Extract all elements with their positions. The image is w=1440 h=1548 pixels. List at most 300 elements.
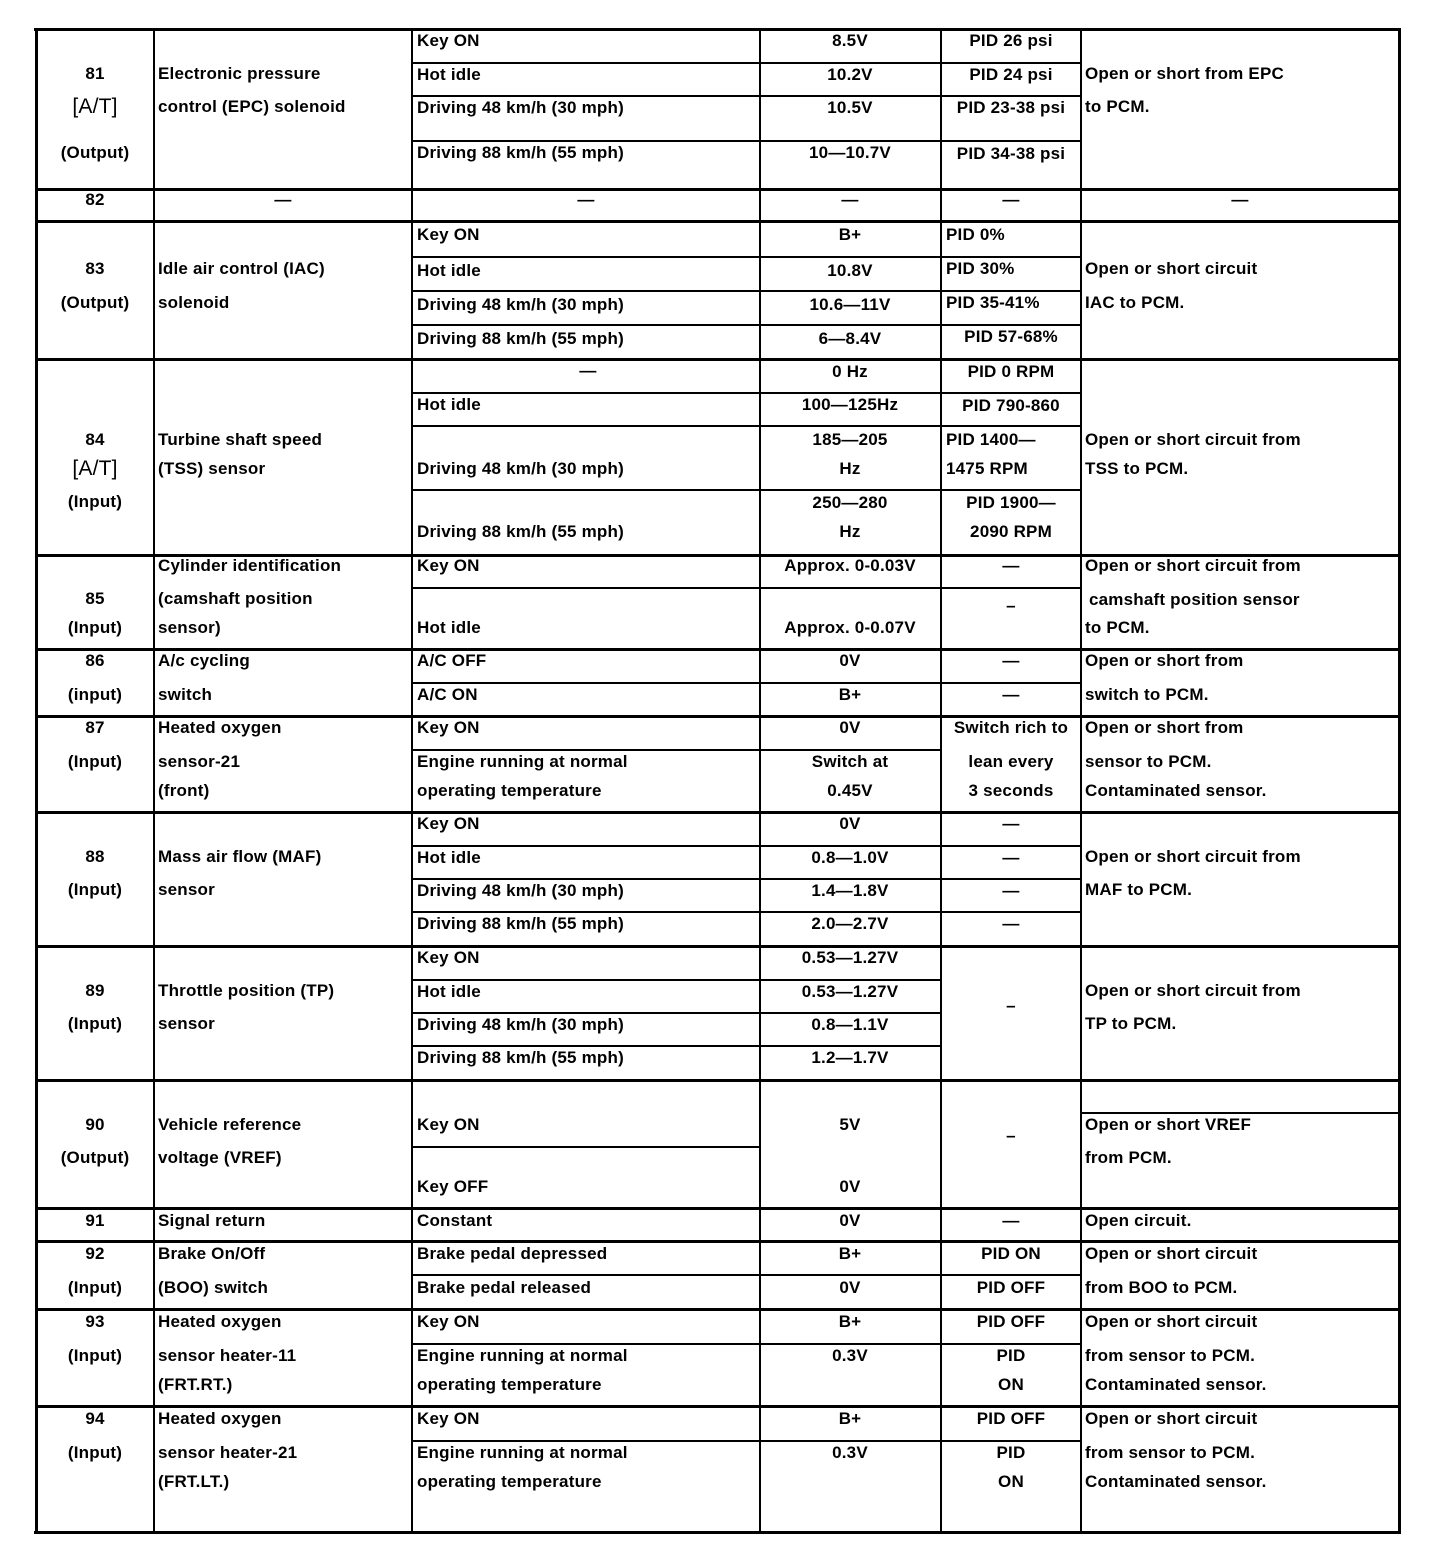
failure-note: Open or short from [1085,651,1244,670]
voltage-value: B+ [838,1312,862,1331]
condition-text: Driving 48 km/h (30 mph) [417,295,624,314]
pin-number: 94 [85,1409,105,1428]
column-divider [940,879,942,912]
failure-note: Open or short VREF [1085,1115,1252,1134]
column-divider [411,29,413,189]
component-name: Turbine shaft speed [158,430,323,449]
pid-value: — [1002,685,1020,704]
column-divider [411,1080,413,1208]
pid-value: PID ON [981,1244,1041,1263]
component-name: Heated oxygen [158,1312,282,1331]
row-divider [36,1079,1399,1082]
row-divider [1081,1112,1399,1114]
column-divider [1080,555,1082,649]
row-divider [412,256,1081,258]
column-divider [940,1275,942,1309]
pin-direction: (Input) [67,880,123,899]
column-divider [759,1344,761,1406]
component-name: Vehicle reference [158,1115,302,1134]
column-divider [759,189,761,221]
component-name: voltage (VREF) [158,1148,282,1167]
condition-text: Engine running at normal [417,1443,628,1462]
condition-text: Brake pedal depressed [417,1244,608,1263]
column-divider [759,359,761,393]
failure-note: Open or short circuit [1085,259,1258,278]
row-divider [412,392,1081,394]
pin-direction: (Input) [67,492,123,511]
component-name: Brake On/Off [158,1244,266,1263]
pin-direction: (Input) [67,752,123,771]
component-name: Mass air flow (MAF) [158,847,322,866]
column-divider [940,325,942,359]
failure-note: Open or short circuit from [1085,981,1301,1000]
column-divider [1080,1208,1082,1241]
column-divider [759,1080,761,1147]
component-name: sensor heater-21 [158,1443,298,1462]
column-divider [940,426,942,490]
pin-number: 90 [85,1115,105,1134]
voltage-value: Switch at [811,752,889,771]
column-divider [153,812,155,946]
component-name: switch [158,685,213,704]
failure-note: Open circuit. [1085,1211,1192,1230]
pid-value: PID [996,1443,1026,1462]
condition-text: Hot idle [417,848,481,867]
voltage-value: 0.8—1.0V [811,848,889,867]
pid-value: — [1002,1211,1020,1230]
voltage-value: 0V [839,814,861,833]
column-divider [759,96,761,141]
failure-note: Open or short circuit from [1085,847,1301,866]
pid-value: PID 24 psi [969,65,1053,84]
component-name: control (EPC) solenoid [158,97,346,116]
row-divider [36,1240,1399,1243]
column-divider [1080,1406,1082,1533]
column-divider [940,946,942,1080]
voltage-value: 0.3V [832,1346,868,1365]
row-divider [36,1207,1399,1210]
voltage-value: 0V [839,651,861,670]
column-divider [759,1241,761,1275]
voltage-value: 10.2V [827,65,873,84]
column-divider [411,359,413,555]
failure-note: Open or short circuit from [1085,556,1301,575]
condition-text: Key ON [417,1409,480,1428]
pid-value: ON [998,1375,1024,1394]
row-divider [412,1146,760,1148]
voltage-value: Approx. 0-0.07V [784,618,916,637]
row-divider [412,878,1081,880]
voltage-value: 1.4—1.8V [811,881,889,900]
component-name: (TSS) sensor [158,459,266,478]
voltage-value: 0 Hz [832,362,868,381]
pid-value: PID 1400— [946,430,1036,449]
pin-number: 82 [85,190,105,209]
pid-value: – [1006,996,1016,1015]
column-divider [759,1309,761,1344]
column-divider [759,393,761,426]
column-divider [153,29,155,189]
condition-text: Driving 88 km/h (55 mph) [417,1048,624,1067]
column-divider [759,846,761,879]
column-divider [411,555,413,649]
component-name: (camshaft position [158,589,313,608]
condition-text: Engine running at normal [417,1346,628,1365]
component-name: (BOO) switch [158,1278,269,1297]
row-divider [412,587,1081,589]
column-divider [1080,716,1082,812]
column-divider [759,716,761,750]
column-divider [759,683,761,716]
voltage-value: 0.53—1.27V [801,982,899,1001]
condition-text: — [579,361,597,380]
component-name: sensor) [158,618,221,637]
column-divider [153,221,155,359]
row-divider [36,811,1399,814]
row-divider [412,1274,1081,1276]
condition-text: operating temperature [417,1375,602,1394]
condition-text: Driving 48 km/h (30 mph) [417,459,624,478]
condition-text: Constant [417,1211,493,1230]
condition-text: Driving 48 km/h (30 mph) [417,1015,624,1034]
column-divider [759,1208,761,1241]
pid-value: ON [998,1472,1024,1491]
component-name: sensor heater-11 [158,1346,297,1365]
voltage-value: 6—8.4V [818,329,882,348]
column-divider [940,96,942,141]
column-divider [940,812,942,846]
failure-note: Open or short from EPC [1085,64,1284,83]
column-divider [759,1275,761,1309]
pin-number: 84 [85,430,105,449]
voltage-value: 1.2—1.7V [811,1048,889,1067]
column-divider [940,1241,942,1275]
column-divider [940,291,942,325]
failure-note: Contaminated sensor. [1085,1472,1267,1491]
failure-note: — [1231,190,1249,209]
column-divider [153,1309,155,1406]
row-divider [412,324,1081,326]
failure-note: Contaminated sensor. [1085,1375,1267,1394]
column-divider [759,426,761,490]
column-divider [759,1406,761,1441]
condition-text: — [577,190,595,209]
row-divider [412,845,1081,847]
column-divider [153,1241,155,1309]
component-name: sensor [158,1014,215,1033]
column-divider [940,846,942,879]
pin-direction: (Input) [67,618,123,637]
column-divider [940,393,942,426]
component-name: solenoid [158,293,230,312]
column-divider [1080,1080,1082,1208]
pin-direction: (Output) [60,1148,130,1167]
voltage-value: B+ [838,225,862,244]
failure-note: to PCM. [1085,618,1150,637]
row-divider [412,1012,941,1014]
condition-text: Key ON [417,718,480,737]
column-divider [759,490,761,555]
voltage-value: — [841,190,859,209]
pid-value: PID OFF [976,1409,1046,1428]
row-divider [412,1045,941,1047]
column-divider [153,555,155,649]
failure-note: camshaft position sensor [1089,590,1300,609]
voltage-value: B+ [838,685,862,704]
pid-value: — [1002,814,1020,833]
row-divider [412,489,1081,491]
column-divider [759,750,761,812]
column-divider [940,257,942,291]
failure-note: Open or short circuit [1085,1244,1258,1263]
row-divider [36,188,1399,191]
voltage-value: 0V [839,1211,861,1230]
pin-direction: (Input) [67,1278,123,1297]
pin-number: 83 [85,259,105,278]
condition-text: Key ON [417,31,480,50]
pin-number: 88 [85,847,105,866]
column-divider [153,1080,155,1208]
voltage-value: 10—10.7V [809,143,891,162]
pid-value: 1475 RPM [946,459,1028,478]
column-divider [940,588,942,649]
pid-value: PID OFF [976,1312,1046,1331]
column-divider [759,980,761,1013]
pin-direction: (input) [67,685,123,704]
row-divider [412,979,941,981]
column-divider [153,359,155,555]
column-divider [759,257,761,291]
pin-number: 86 [85,651,105,670]
failure-note: IAC to PCM. [1085,293,1185,312]
column-divider [759,1147,761,1208]
pid-value: PID [996,1346,1026,1365]
voltage-value: 0.8—1.1V [811,1015,889,1034]
voltage-value: 10.8V [827,261,873,280]
pin-number: 92 [85,1244,105,1263]
column-divider [411,716,413,812]
component-name: Signal return [158,1211,266,1230]
pid-value: – [1006,1126,1016,1145]
pid-value: lean every [968,752,1054,771]
condition-text: Driving 88 km/h (55 mph) [417,522,624,541]
failure-note: MAF to PCM. [1085,880,1193,899]
condition-text: Key ON [417,556,480,575]
column-divider [153,946,155,1080]
column-divider [759,325,761,359]
pid-value: — [1002,556,1020,575]
failure-note: Open or short circuit from [1085,430,1301,449]
column-divider [759,221,761,257]
column-divider [940,716,942,812]
pid-value: 3 seconds [968,781,1054,800]
pid-value: Switch rich to [953,718,1069,737]
failure-note: Open or short from [1085,718,1244,737]
column-divider [153,716,155,812]
column-divider [940,649,942,683]
pin-number: 85 [85,589,105,608]
row-divider [36,1405,1399,1408]
column-divider [759,1046,761,1080]
column-divider [759,588,761,649]
row-divider [412,425,1081,427]
pid-value: – [1006,596,1016,615]
row-divider [412,140,1081,142]
column-divider [759,812,761,846]
condition-text: Key ON [417,814,480,833]
column-divider [1080,189,1082,221]
column-divider [411,1208,413,1241]
component-name: Throttle position (TP) [158,981,335,1000]
column-divider [940,912,942,946]
column-divider [940,1441,942,1533]
column-divider [759,649,761,683]
row-divider [412,1343,1081,1345]
pid-value: — [1002,881,1020,900]
failure-note: Contaminated sensor. [1085,781,1267,800]
pid-value: PID 0 RPM [967,362,1055,381]
row-divider [412,95,1081,97]
column-divider [759,879,761,912]
column-divider [940,63,942,96]
row-divider [36,220,1399,223]
column-divider [940,359,942,393]
column-divider [759,29,761,63]
pid-value: — [1002,651,1020,670]
row-divider [412,290,1081,292]
condition-text: Driving 88 km/h (55 mph) [417,914,624,933]
pid-value: — [1002,848,1020,867]
voltage-value: 5V [839,1115,861,1134]
pid-value: PID 790-860 [962,396,1060,415]
condition-text: Driving 88 km/h (55 mph) [417,143,624,162]
row-divider [412,682,1081,684]
condition-text: Driving 48 km/h (30 mph) [417,98,624,117]
column-divider [153,1208,155,1241]
row-divider [412,911,1081,913]
column-divider [153,649,155,716]
voltage-value: 100—125Hz [801,395,899,414]
row-divider [36,1308,1399,1311]
component-name: Heated oxygen [158,718,282,737]
pin-direction: (Input) [67,1346,123,1365]
column-divider [759,63,761,96]
column-divider [759,141,761,189]
condition-text: Key OFF [417,1177,489,1196]
voltage-value: 0.53—1.27V [801,948,899,967]
condition-text: Key ON [417,1115,480,1134]
condition-text: Key ON [417,225,480,244]
pid-value: — [1002,190,1020,209]
failure-note: from BOO to PCM. [1085,1278,1238,1297]
column-divider [940,1080,942,1208]
condition-text: Driving 88 km/h (55 mph) [417,329,624,348]
voltage-value: 0V [839,1278,861,1297]
component-name: sensor [158,880,215,899]
column-divider [759,1441,761,1533]
row-divider [412,749,941,751]
pid-value: PID 1900— [966,493,1056,512]
table-border [34,28,1401,31]
failure-note: to PCM. [1085,97,1150,116]
condition-text: Engine running at normal [417,752,628,771]
column-divider [759,291,761,325]
voltage-value: 10.5V [827,98,873,117]
column-divider [153,1406,155,1533]
pid-value: PID OFF [976,1278,1046,1297]
column-divider [411,189,413,221]
column-divider [940,1309,942,1344]
row-divider [36,945,1399,948]
voltage-value: 8.5V [832,31,868,50]
column-divider [940,490,942,555]
component-name: (FRT.RT.) [158,1375,233,1394]
row-divider [36,358,1399,361]
component-name: sensor-21 [158,752,241,771]
condition-text: Hot idle [417,618,481,637]
column-divider [940,189,942,221]
condition-text: Hot idle [417,395,481,414]
voltage-value: Hz [839,459,861,478]
pin-number: 89 [85,981,105,1000]
voltage-value: 2.0—2.7V [811,914,889,933]
pid-value: PID 26 psi [969,31,1053,50]
pid-value: 2090 RPM [970,522,1052,541]
column-divider [940,1406,942,1441]
component-name: Cylinder identification [158,556,342,575]
condition-text: A/C OFF [417,651,487,670]
pid-value: PID 34-38 psi [956,144,1066,163]
component-name: (front) [158,781,210,800]
voltage-value: Hz [839,522,861,541]
pid-value: PID 23-38 psi [956,98,1066,117]
column-divider [759,946,761,980]
column-divider [940,1344,942,1406]
column-divider [153,189,155,221]
column-divider [940,683,942,716]
pin-number: 81 [85,64,105,83]
voltage-value: B+ [838,1244,862,1263]
condition-text: Brake pedal released [417,1278,592,1297]
component-name: (FRT.LT.) [158,1472,230,1491]
component-name: Idle air control (IAC) [158,259,325,278]
failure-note: TP to PCM. [1085,1014,1177,1033]
column-divider [1080,29,1082,189]
table-border [34,1531,1401,1534]
failure-note: Open or short circuit [1085,1409,1258,1428]
column-divider [940,1208,942,1241]
pin-direction: (Output) [60,143,130,162]
condition-text: Key ON [417,948,480,967]
failure-note: from sensor to PCM. [1085,1346,1256,1365]
voltage-value: 0.45V [827,781,873,800]
component-name: — [274,190,292,209]
failure-note: from sensor to PCM. [1085,1443,1256,1462]
component-name: Electronic pressure [158,64,321,83]
column-divider [1080,359,1082,555]
condition-text: Driving 48 km/h (30 mph) [417,881,624,900]
column-divider [759,555,761,588]
column-divider [411,1309,413,1406]
column-divider [759,912,761,946]
column-divider [940,221,942,257]
failure-note: switch to PCM. [1085,685,1209,704]
pin-direction: (Output) [60,293,130,312]
column-divider [411,1406,413,1533]
voltage-value: 0.3V [832,1443,868,1462]
failure-note: from PCM. [1085,1148,1172,1167]
condition-text: operating temperature [417,781,602,800]
